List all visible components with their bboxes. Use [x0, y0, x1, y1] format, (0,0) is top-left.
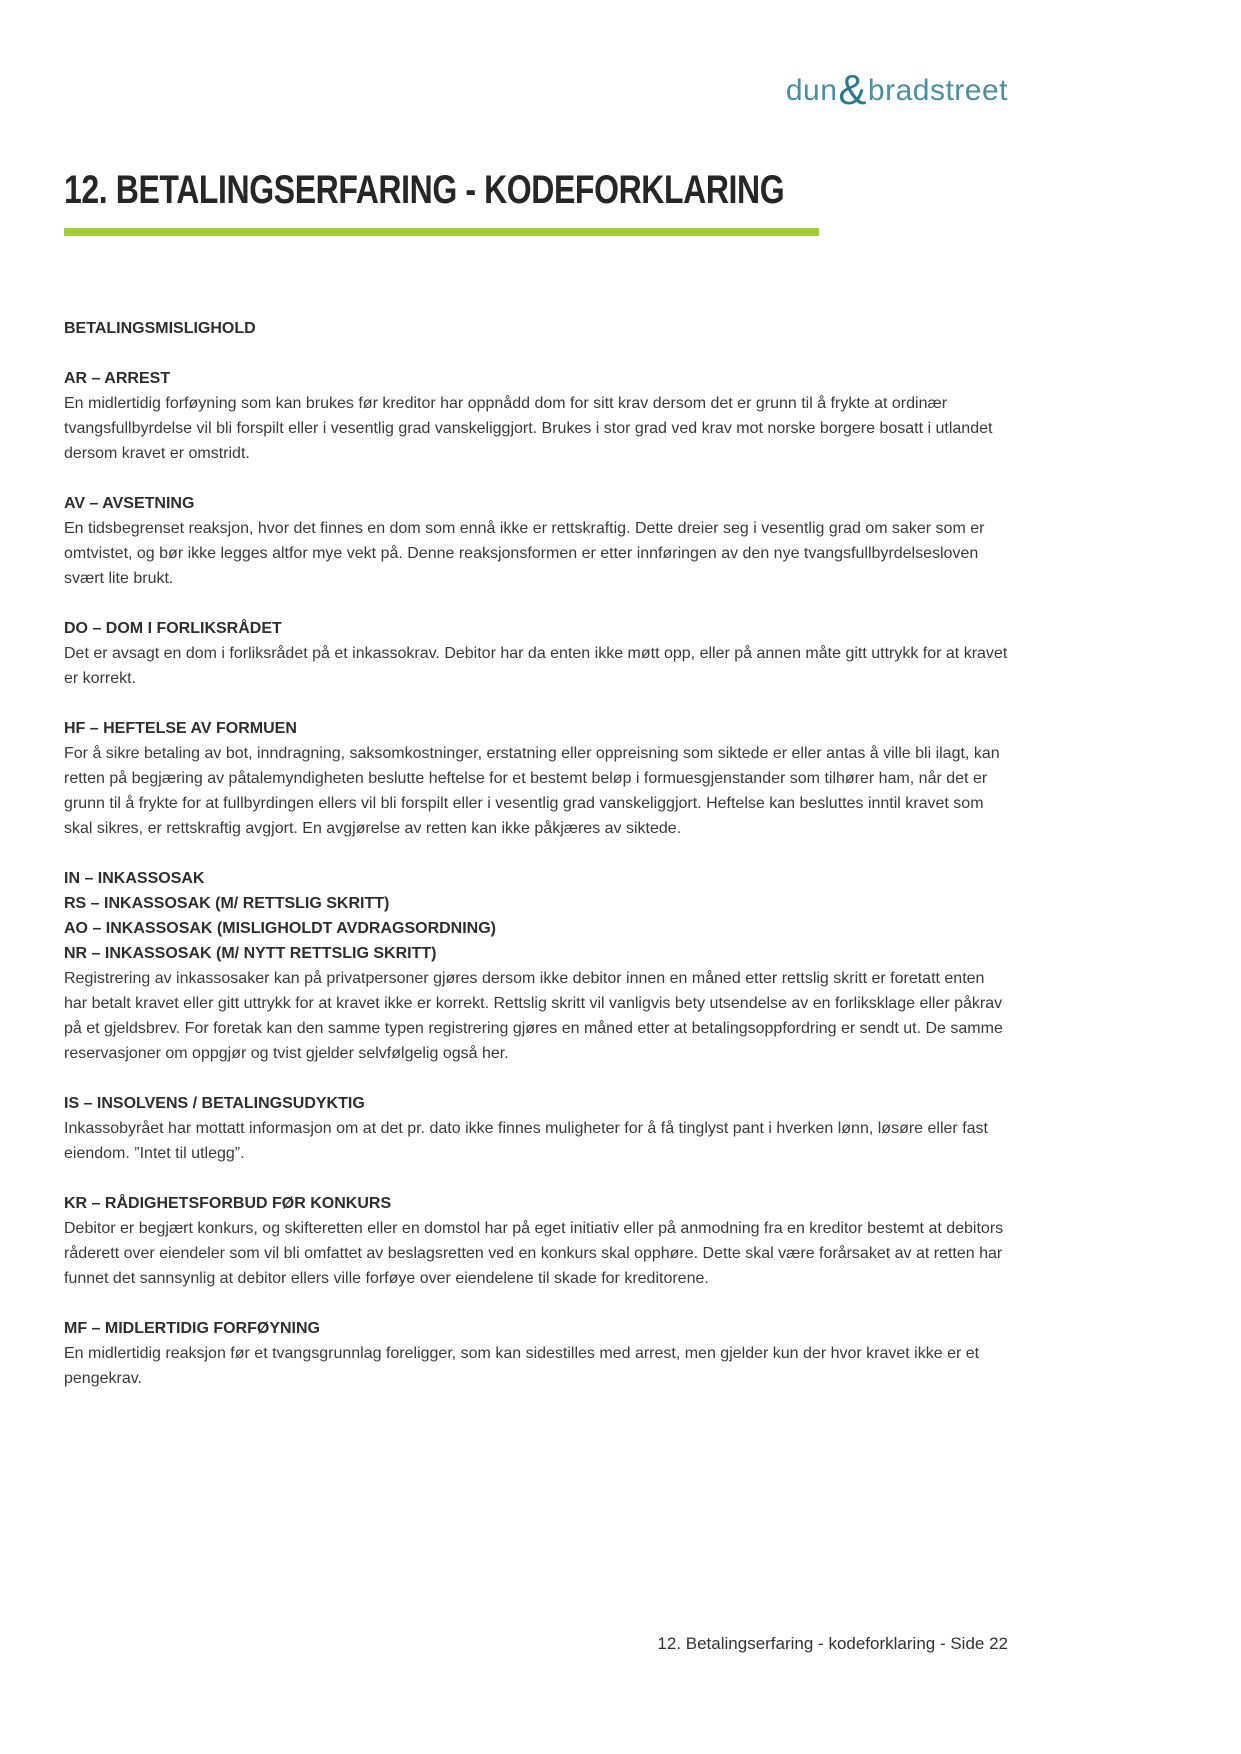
code-section-hf	[64, 716, 1010, 841]
code-body-av: En tidsbegrenset reaksjon, hvor det finnes en dom som ennå ikke er rettskraftig. Dette dreier seg i vesentlig grad om saker som er omtvistet, og bør ikke legges altfor mye vekt på. Denne reaksjonsformen er etter innføringen av den nye tvangsfullbyrdelsesloven svært lite brukt.	[64, 520, 985, 587]
code-heading-ao: AO – INKASSOSAK (MISLIGHOLDT AVDRAGSORDNING)	[64, 920, 497, 937]
code-heading-av: AV – AVSETNING	[64, 495, 195, 512]
code-section-do	[64, 616, 1010, 691]
code-section-inkasso	[64, 866, 1010, 1066]
code-heading-in: IN – INKASSOSAK	[64, 870, 205, 887]
code-section-ar	[64, 366, 1010, 466]
ampersand-icon: &	[838, 66, 867, 113]
accent-rule	[64, 228, 819, 236]
code-body-inkasso: Registrering av inkassosaker kan på privatpersoner gjøres dersom ikke debitor innen en måned etter rettslig skritt er foretatt enten har betalt kravet eller gitt uttrykk for at kravet ikke er korrekt. Rettslig skritt vil vanligvis bety utsendelse av en forliksklage eller påkrav på et gjeldsbrev. For foretak kan den samme typen registrering gjøres en måned etter at betalingsoppfordring er sendt ut. De samme reservasjoner om oppgjør og tvist gjelder selvfølgelig også her.	[64, 970, 1003, 1062]
code-body-kr: Debitor er begjært konkurs, og skifteretten eller en domstol har på eget initiativ eller på anmodning fra en kreditor bestemt at debitors råderett over eiendeler som vil bli omfattet av beslagsretten ved en konkurs skal opphøre. Dette skal være forårsaket av at retten har funnet det sannsynlig at debitor ellers ville forføye over eiendelene til skade for kreditorene.	[64, 1220, 1004, 1287]
document-content	[0, 168, 1241, 1391]
code-heading-rs: RS – INKASSOSAK (M/ RETTSLIG SKRITT)	[64, 895, 390, 912]
code-section-av	[64, 491, 1010, 591]
code-body-hf: For å sikre betaling av bot, inndragning, saksomkostninger, erstatning eller oppreisning som siktede er eller antas å ville bli ilagt, kan retten på begjæring av påtalemyndigheten beslutte heftelse for et bestemt beløp i formuesgjenstander som tilhører ham, når det er grunn til å frykte for at fullbyrdingen ellers vil bli forspilt eller i vesentlig grad vanskeliggjort. Heftelse kan besluttes inntil kravet som skal sikres, er rettskraftig avgjort. En avgjørelse av retten kan ikke påkjæres av siktede.	[64, 745, 1000, 837]
code-heading-kr: KR – RÅDIGHETSFORBUD FØR KONKURS	[64, 1195, 392, 1212]
code-heading-nr: NR – INKASSOSAK (M/ NYTT RETTSLIG SKRITT)	[64, 945, 437, 962]
page-footer: 12. Betalingserfaring - kodeforklaring - Side 22	[657, 1634, 1008, 1653]
code-body-mf: En midlertidig reaksjon før et tvangsgrunnlag foreligger, som kan sidestilles med arrest, men gjelder kun der hvor kravet ikke er et pengekrav.	[64, 1345, 980, 1387]
code-heading-do: DO – DOM I FORLIKSRÅDET	[64, 620, 282, 637]
code-heading-hf: HF – HEFTELSE AV FORMUEN	[64, 720, 297, 737]
code-section-is	[64, 1091, 1010, 1166]
code-heading-ar: AR – ARREST	[64, 370, 171, 387]
page-title: 12. BETALINGSERFARING - KODEFORKLARING	[64, 168, 785, 212]
code-body-ar: En midlertidig forføyning som kan brukes før kreditor har oppnådd dom for sitt krav dersom det er grunn til å frykte at ordinær tvangsfullbyrdelse vil bli forspilt eller i vesentlig grad vanskeliggjort. Brukes i stor grad ved krav mot norske borgere bosatt i utlandet dersom kravet er omstridt.	[64, 395, 993, 462]
lead-heading: BETALINGSMISLIGHOLD	[64, 320, 256, 337]
code-section-mf	[64, 1316, 1010, 1391]
code-heading-mf: MF – MIDLERTIDIG FORFØYNING	[64, 1320, 320, 1337]
dun-bradstreet-logo	[786, 66, 1008, 114]
code-heading-is: IS – INSOLVENS / BETALINGSUDYKTIG	[64, 1095, 365, 1112]
logo-word-dun: dun	[785, 74, 838, 107]
logo-word-bradstreet: bradstreet	[867, 74, 1008, 107]
code-section-kr	[64, 1191, 1010, 1291]
code-body-do: Det er avsagt en dom i forliksrådet på et inkassokrav. Debitor har da enten ikke møtt opp, eller på annen måte gitt uttrykk for at kravet er korrekt.	[64, 645, 1008, 687]
code-body-is: Inkassobyrået har mottatt informasjon om at det pr. dato ikke finnes muligheter for å få tinglyst pant i hverken lønn, løsøre eller fast eiendom. ”Intet til utlegg”.	[64, 1120, 988, 1162]
